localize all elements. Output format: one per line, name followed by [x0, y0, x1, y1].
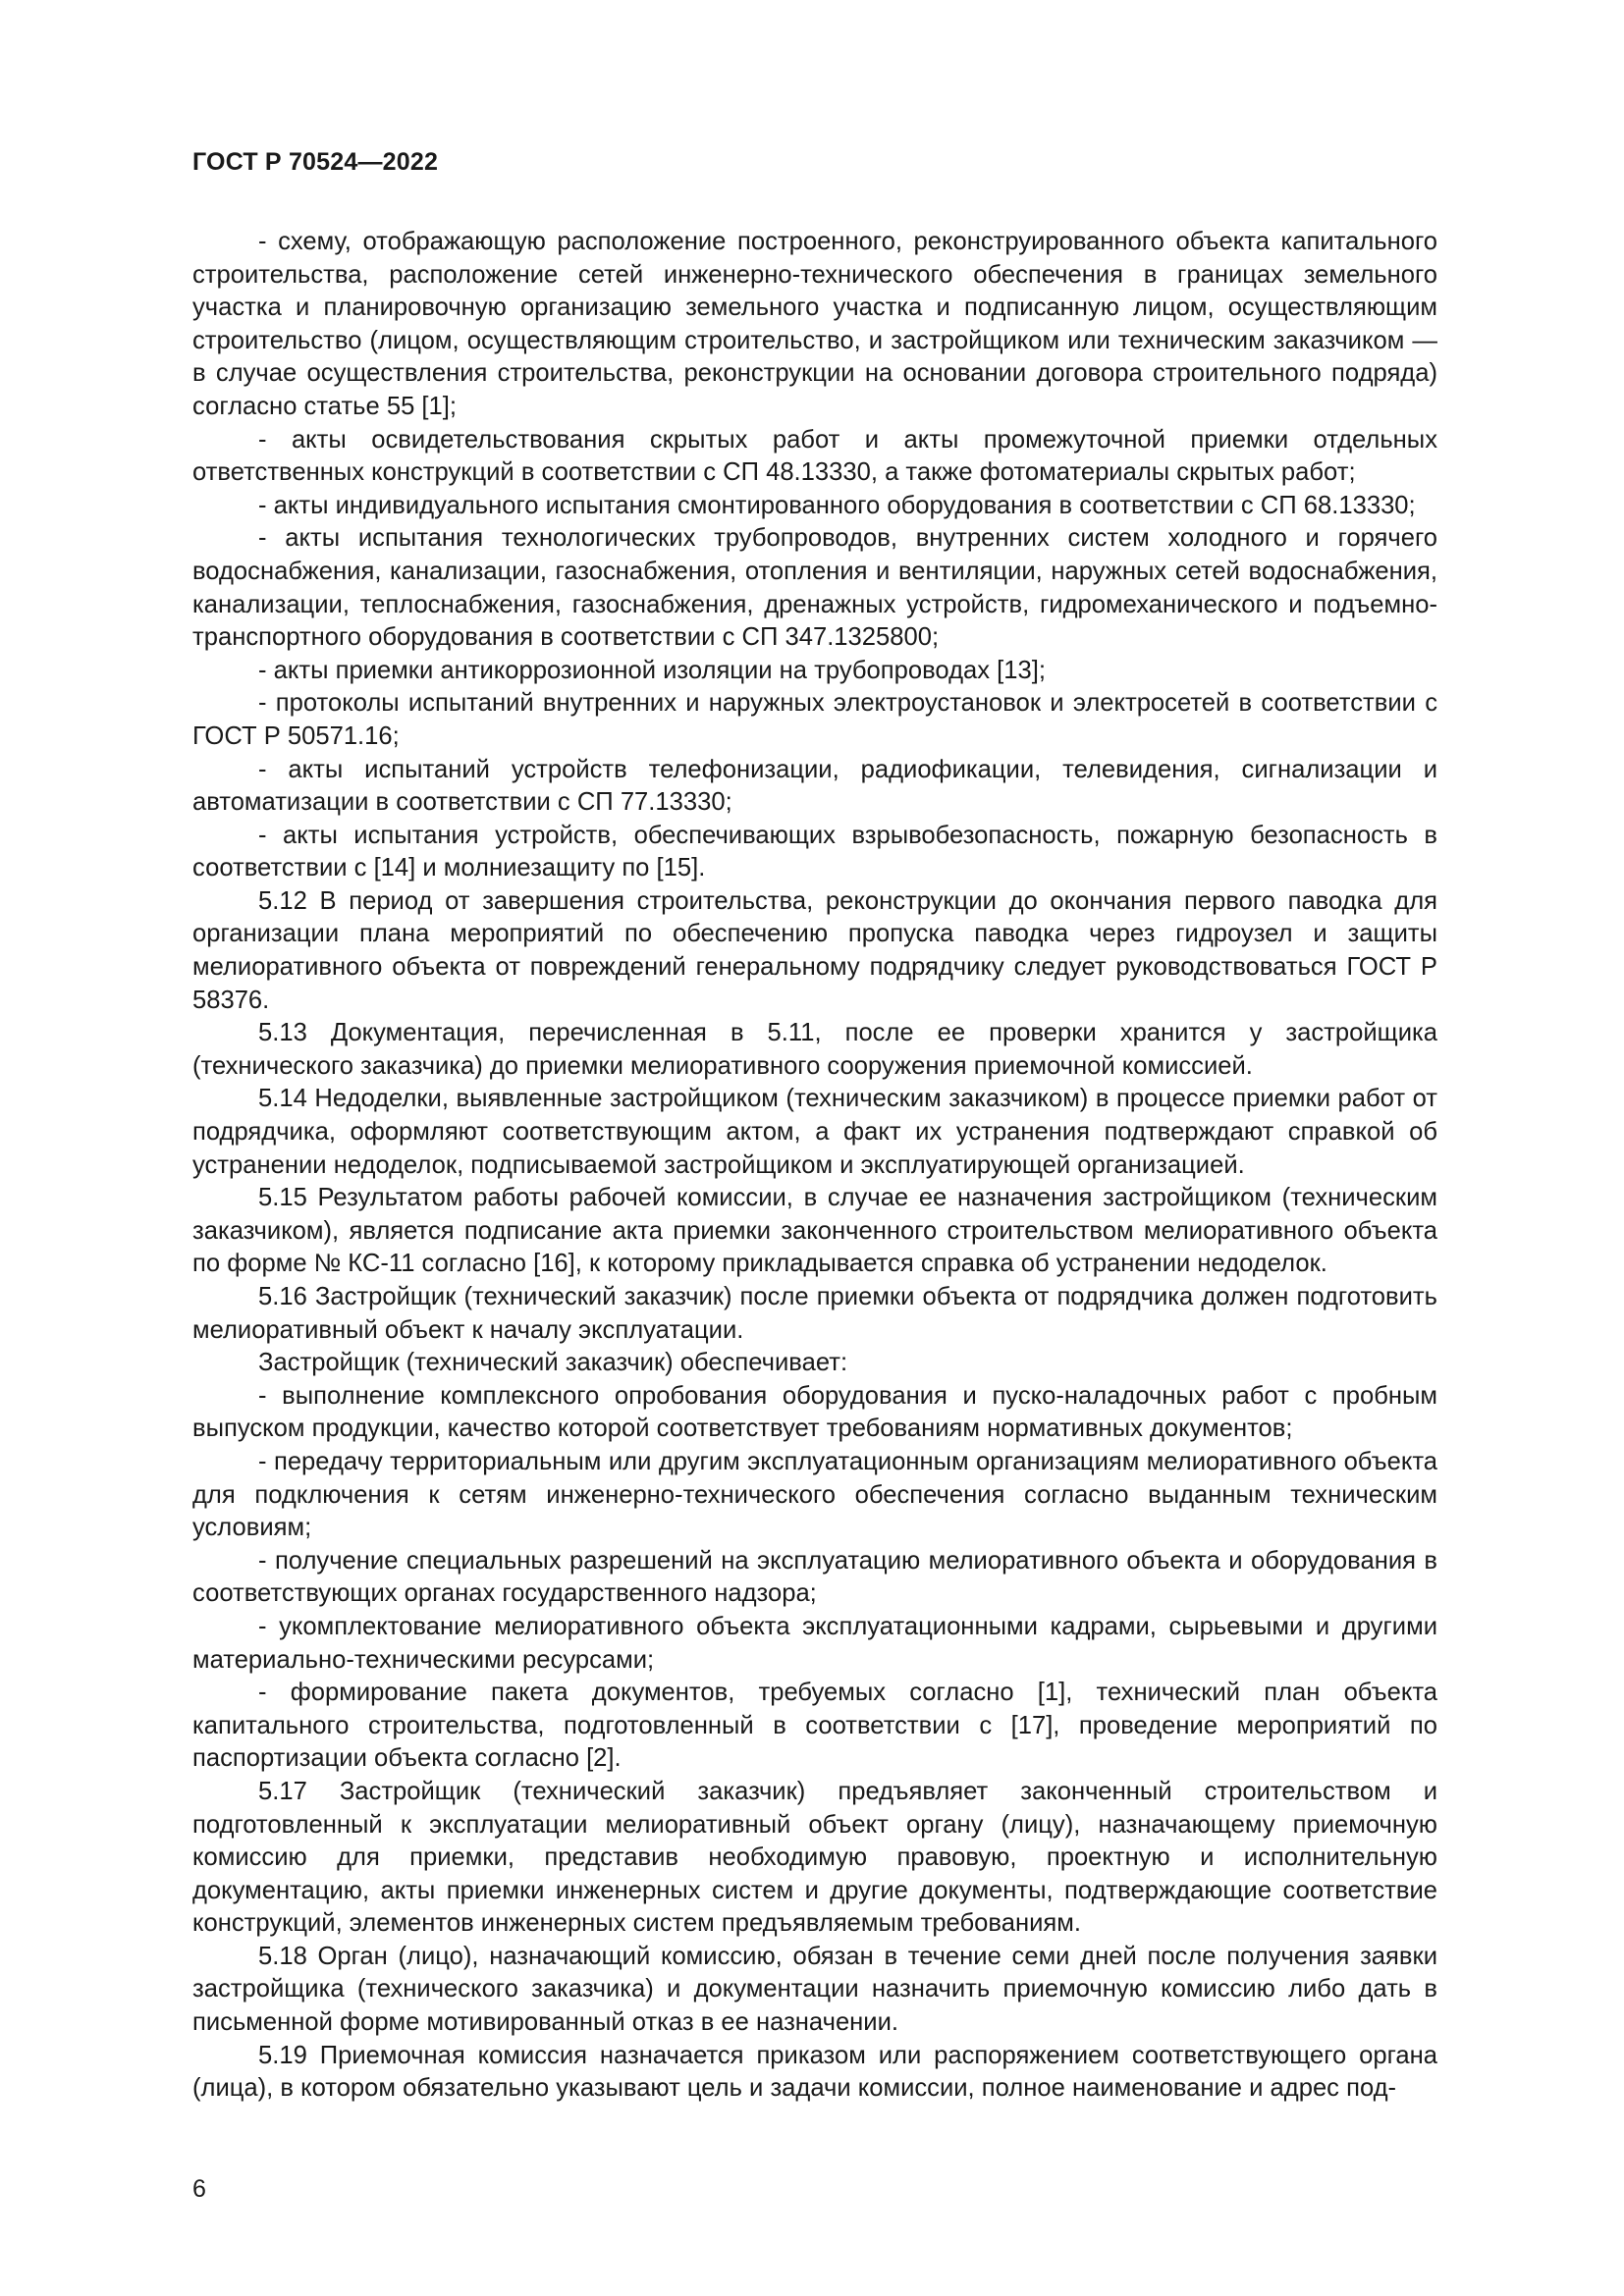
paragraph-5-14: 5.14 Недоделки, выявленные застройщиком (техническим заказчиком) в процессе приемки работ от подрядчика, оформляют соответствующим актом, а факт их устранения подтверждают справкой об устранении недоделок, подписываемой застройщиком и эксплуатирующей организацией. [192, 1085, 1437, 1179]
paragraph: - передачу территориальным или другим эксплуатационным организациям мелиоративного объекта для подключения к сетям инженерно-технического обеспечения согласно выданным техническим условиям; [192, 1447, 1437, 1542]
paragraph-5-15: 5.15 Результатом работы рабочей комиссии, в случае ее назначения застройщиком (техническим заказчиком), является подписание акта приемки законченного строительством мелиоративного объекта по форме № КС-11 согласно [16], к которому прикладывается справка об устранении недоделок. [192, 1184, 1437, 1278]
paragraph: - акты освидетельствования скрытых работ и акты промежуточной приемки отдельных ответственных конструкций в соответствии с СП 48.13330, а также фотоматериалы скрытых работ; [192, 425, 1437, 487]
paragraph: - акты испытания технологических трубопроводов, внутренних систем холодного и горячего водоснабжения, канализации, газоснабжения, отопления и вентиляции, наружных сетей водоснабжения, канализации, теплоснабжения, газоснабжения, дренажных устройств, гидромеханического и подъемно-транспортного оборудования в соответствии с СП 347.1325800; [192, 524, 1437, 652]
page-number: 6 [192, 2175, 206, 2203]
paragraph-5-16: 5.16 Застройщик (технический заказчик) после приемки объекта от подрядчика должен подготовить мелиоративный объект к началу эксплуатации. [192, 1283, 1437, 1344]
paragraph: - акты испытания устройств, обеспечивающих взрывобезопасность, пожарную безопасность в соответствии с [14] и молниезащиту по [15]. [192, 821, 1437, 882]
document-code-header: ГОСТ Р 70524—2022 [192, 148, 439, 176]
paragraph: - акты приемки антикоррозионной изоляции на трубопроводах [13]; [258, 656, 1046, 684]
paragraph-5-12: 5.12 В период от завершения строительства, реконструкции до окончания первого паводка для организации плана мероприятий по обеспечению пропуска паводка через гидроузел и защиты мелиоративного объекта от повреждений генеральному подрядчику следует руководствоваться ГОСТ Р 58376. [192, 886, 1437, 1014]
paragraph: - укомплектование мелиоративного объекта эксплуатационными кадрами, сырьевыми и другими материально-техническими ресурсами; [192, 1612, 1437, 1674]
paragraph: - схему, отображающую расположение построенного, реконструированного объекта капитального строительства, расположение сетей инженерно-технического обеспечения в границах земельного участка и планировочную организацию земельного участка и подписанную лицом, осуществляющим строительство (лицом, осуществляющим строительство, и застройщиком или техническим заказчиком — в случае осуществления строительства, реконструкции на основании договора строительного подряда) согласно статье 55 [1]; [192, 228, 1437, 420]
paragraph-5-18: 5.18 Орган (лицо), назначающий комиссию, обязан в течение семи дней после получения заявки застройщика (технического заказчика) и документации назначить приемочную комиссию либо дать в письменной форме мотивированный отказ в ее назначении. [192, 1942, 1437, 2037]
document-body [192, 226, 1437, 2106]
paragraph: - акты испытаний устройств телефонизации, радиофикации, телевидения, сигнализации и автоматизации в соответствии с СП 77.13330; [192, 755, 1437, 817]
paragraph: - акты индивидуального испытания смонтированного оборудования в соответствии с СП 68.13330; [258, 491, 1416, 519]
paragraph-5-13: 5.13 Документация, перечисленная в 5.11, после ее проверки хранится у застройщика (технического заказчика) до приемки мелиоративного сооружения приемочной комиссией. [192, 1019, 1437, 1080]
paragraph-5-17: 5.17 Застройщик (технический заказчик) предъявляет законченный строительством и подготовленный к эксплуатации мелиоративный объект органу (лицу), назначающему приемочную комиссию для приемки, представив необходимую правовую, проектную и исполнительную документацию, акты приемки инженерных систем и другие документы, подтверждающие соответствие конструкций, элементов инженерных систем предъявляемым требованиям. [192, 1777, 1437, 1938]
paragraph-5-19: 5.19 Приемочная комиссия назначается приказом или распоряжением соответствующего органа (лица), в котором обязательно указывают цель и задачи комиссии, полное наименование и адрес под- [192, 2041, 1437, 2103]
paragraph: - протоколы испытаний внутренних и наружных электроустановок и электросетей в соответствии с ГОСТ Р 50571.16; [192, 689, 1437, 750]
paragraph: - выполнение комплексного опробования оборудования и пуско-наладочных работ с пробным выпуском продукции, качество которой соответствует требованиям нормативных документов; [192, 1381, 1437, 1443]
paragraph: - получение специальных разрешений на эксплуатацию мелиоративного объекта и оборудования в соответствующих органах государственного надзора; [192, 1546, 1437, 1608]
paragraph: - формирование пакета документов, требуемых согласно [1], технический план объекта капитального строительства, подготовленный в соответствии с [17], проведение мероприятий по паспортизации объекта согласно [2]. [192, 1679, 1437, 1773]
paragraph: Застройщик (технический заказчик) обеспечивает: [258, 1349, 848, 1377]
